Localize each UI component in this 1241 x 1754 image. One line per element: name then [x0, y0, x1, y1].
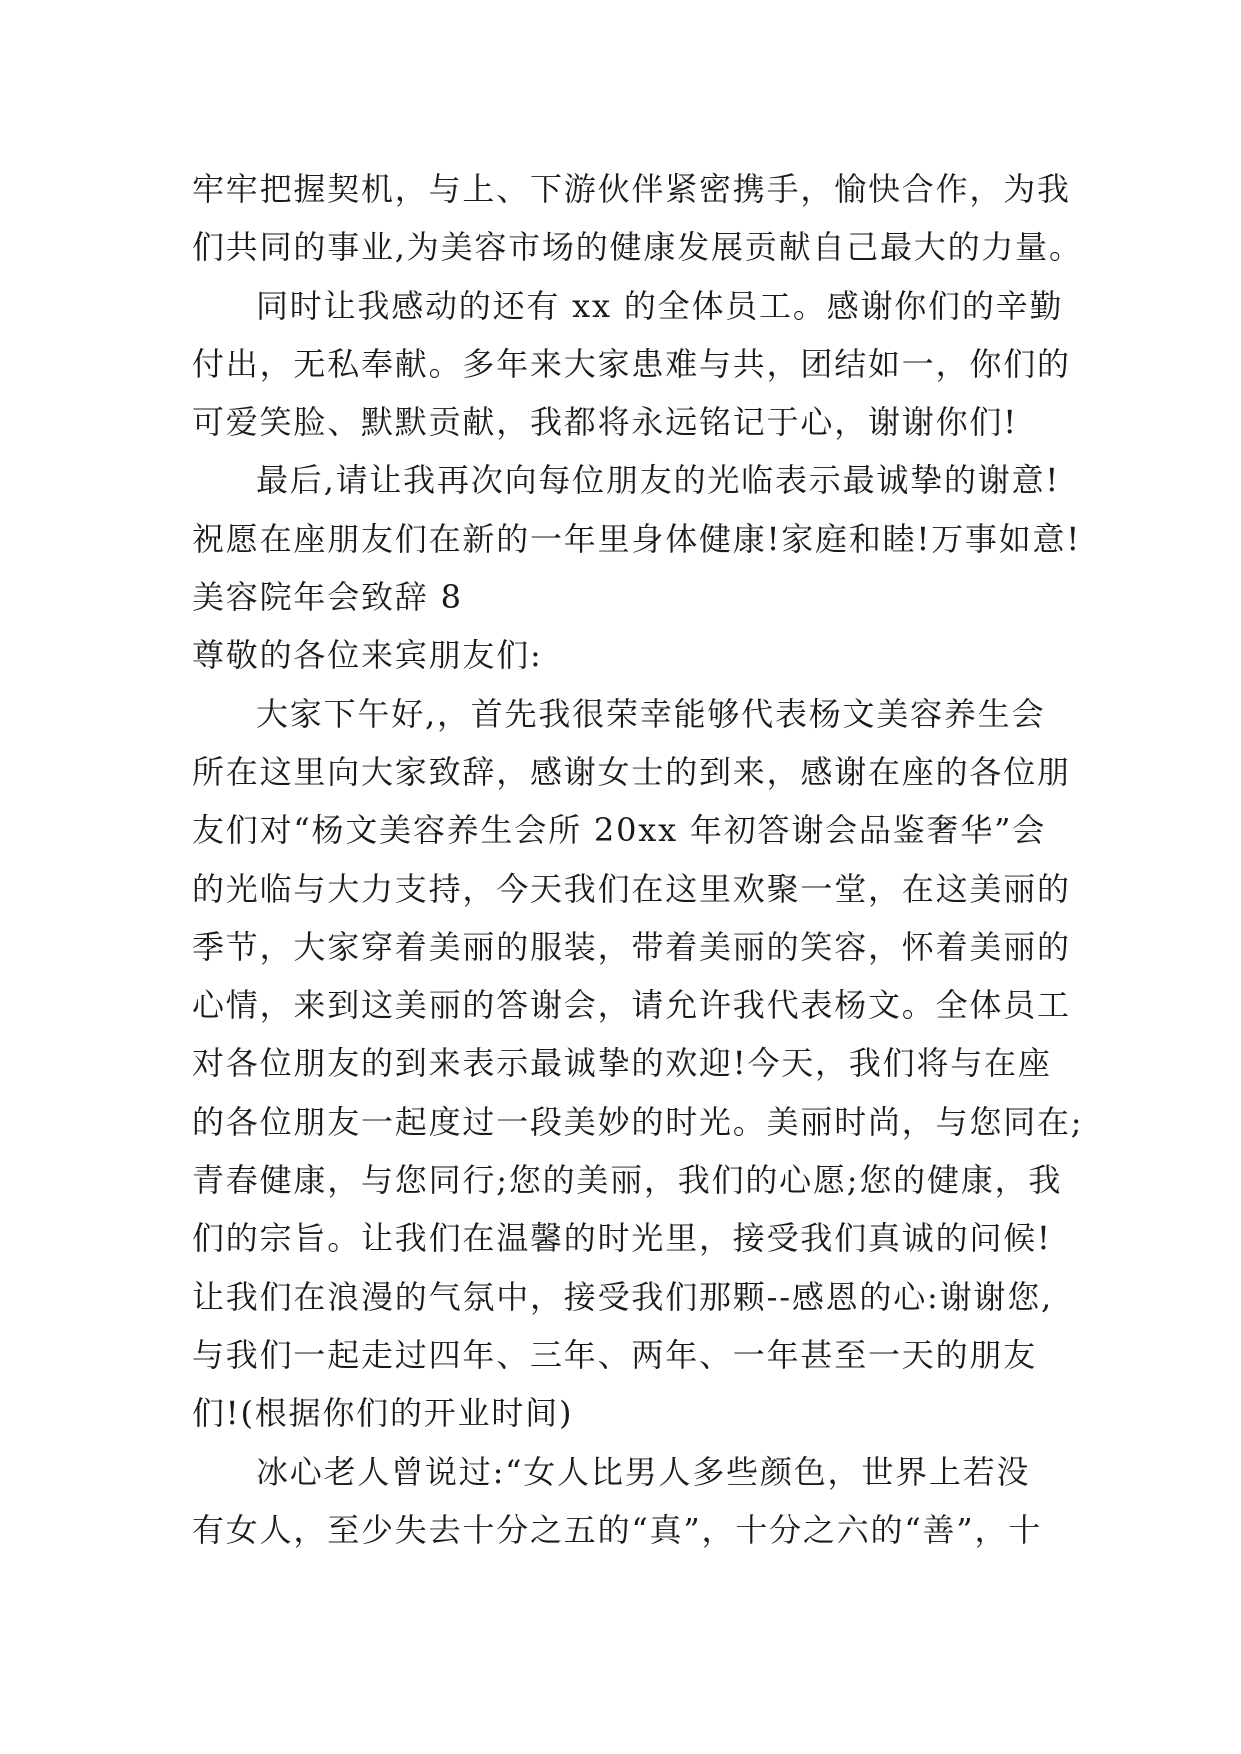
- text-line: 对各位朋友的到来表示最诚挚的欢迎!今天，我们将与在座: [192, 1044, 1052, 1083]
- text-line: 青春健康，与您同行;您的美丽，我们的心愿;您的健康，我: [192, 1161, 1063, 1200]
- text-line: 可爱笑脸、默默贡献，我都将永远铭记于心，谢谢你们!: [192, 403, 1018, 442]
- text-line: 季节，大家穿着美丽的服装，带着美丽的笑容，怀着美丽的: [192, 927, 1071, 966]
- text-line: 有女人，至少失去十分之五的“真”，十分之六的“善”，十: [192, 1510, 1043, 1549]
- text-line: 友们对“杨文美容养生会所 20xx 年初答谢会品鉴奢华”会: [192, 811, 1047, 850]
- text-line: 所在这里向大家致辞，感谢女士的到来，感谢在座的各位朋: [192, 752, 1071, 791]
- document-body: [192, 160, 1084, 1559]
- text-line: 冰心老人曾说过:“女人比男人多些颜色，世界上若没: [256, 1452, 1031, 1491]
- text-line: 最后,请让我再次向每位朋友的光临表示最诚挚的谢意!: [256, 461, 1061, 500]
- text-line: 同时让我感动的还有 xx 的全体员工。感谢你们的辛勤: [256, 286, 1064, 325]
- text-line: 们的宗旨。让我们在温馨的时光里，接受我们真诚的问候!: [192, 1219, 1052, 1258]
- text-line: 的各位朋友一起度过一段美妙的时光。美丽时尚，与您同在;: [192, 1102, 1084, 1141]
- text-line: 们共同的事业,为美容市场的健康发展贡献自己最大的力量。: [192, 228, 1083, 267]
- text-line: 的光临与大力支持，今天我们在这里欢聚一堂，在这美丽的: [192, 869, 1071, 908]
- text-line: 们!(根据你们的开业时间): [192, 1394, 574, 1433]
- text-line: 美容院年会致辞 8: [192, 578, 463, 617]
- text-line: 心情，来到这美丽的答谢会，请允许我代表杨文。全体员工: [192, 986, 1071, 1025]
- text-line: 祝愿在座朋友们在新的一年里身体健康!家庭和睦!万事如意!: [192, 519, 1081, 558]
- text-line: 与我们一起走过四年、三年、两年、一年甚至一天的朋友: [192, 1335, 1038, 1374]
- text-line: 牢牢把握契机，与上、下游伙伴紧密携手，愉快合作，为我: [192, 170, 1071, 208]
- text-line: 大家下午好,，首先我很荣幸能够代表杨文美容养生会: [256, 694, 1046, 733]
- text-line: 尊敬的各位来宾朋友们:: [192, 636, 543, 675]
- text-line: 让我们在浪漫的气氛中，接受我们那颗--感恩的心:谢谢您,: [192, 1277, 1053, 1316]
- text-line: 付出，无私奉献。多年来大家患难与共，团结如一，你们的: [192, 344, 1071, 383]
